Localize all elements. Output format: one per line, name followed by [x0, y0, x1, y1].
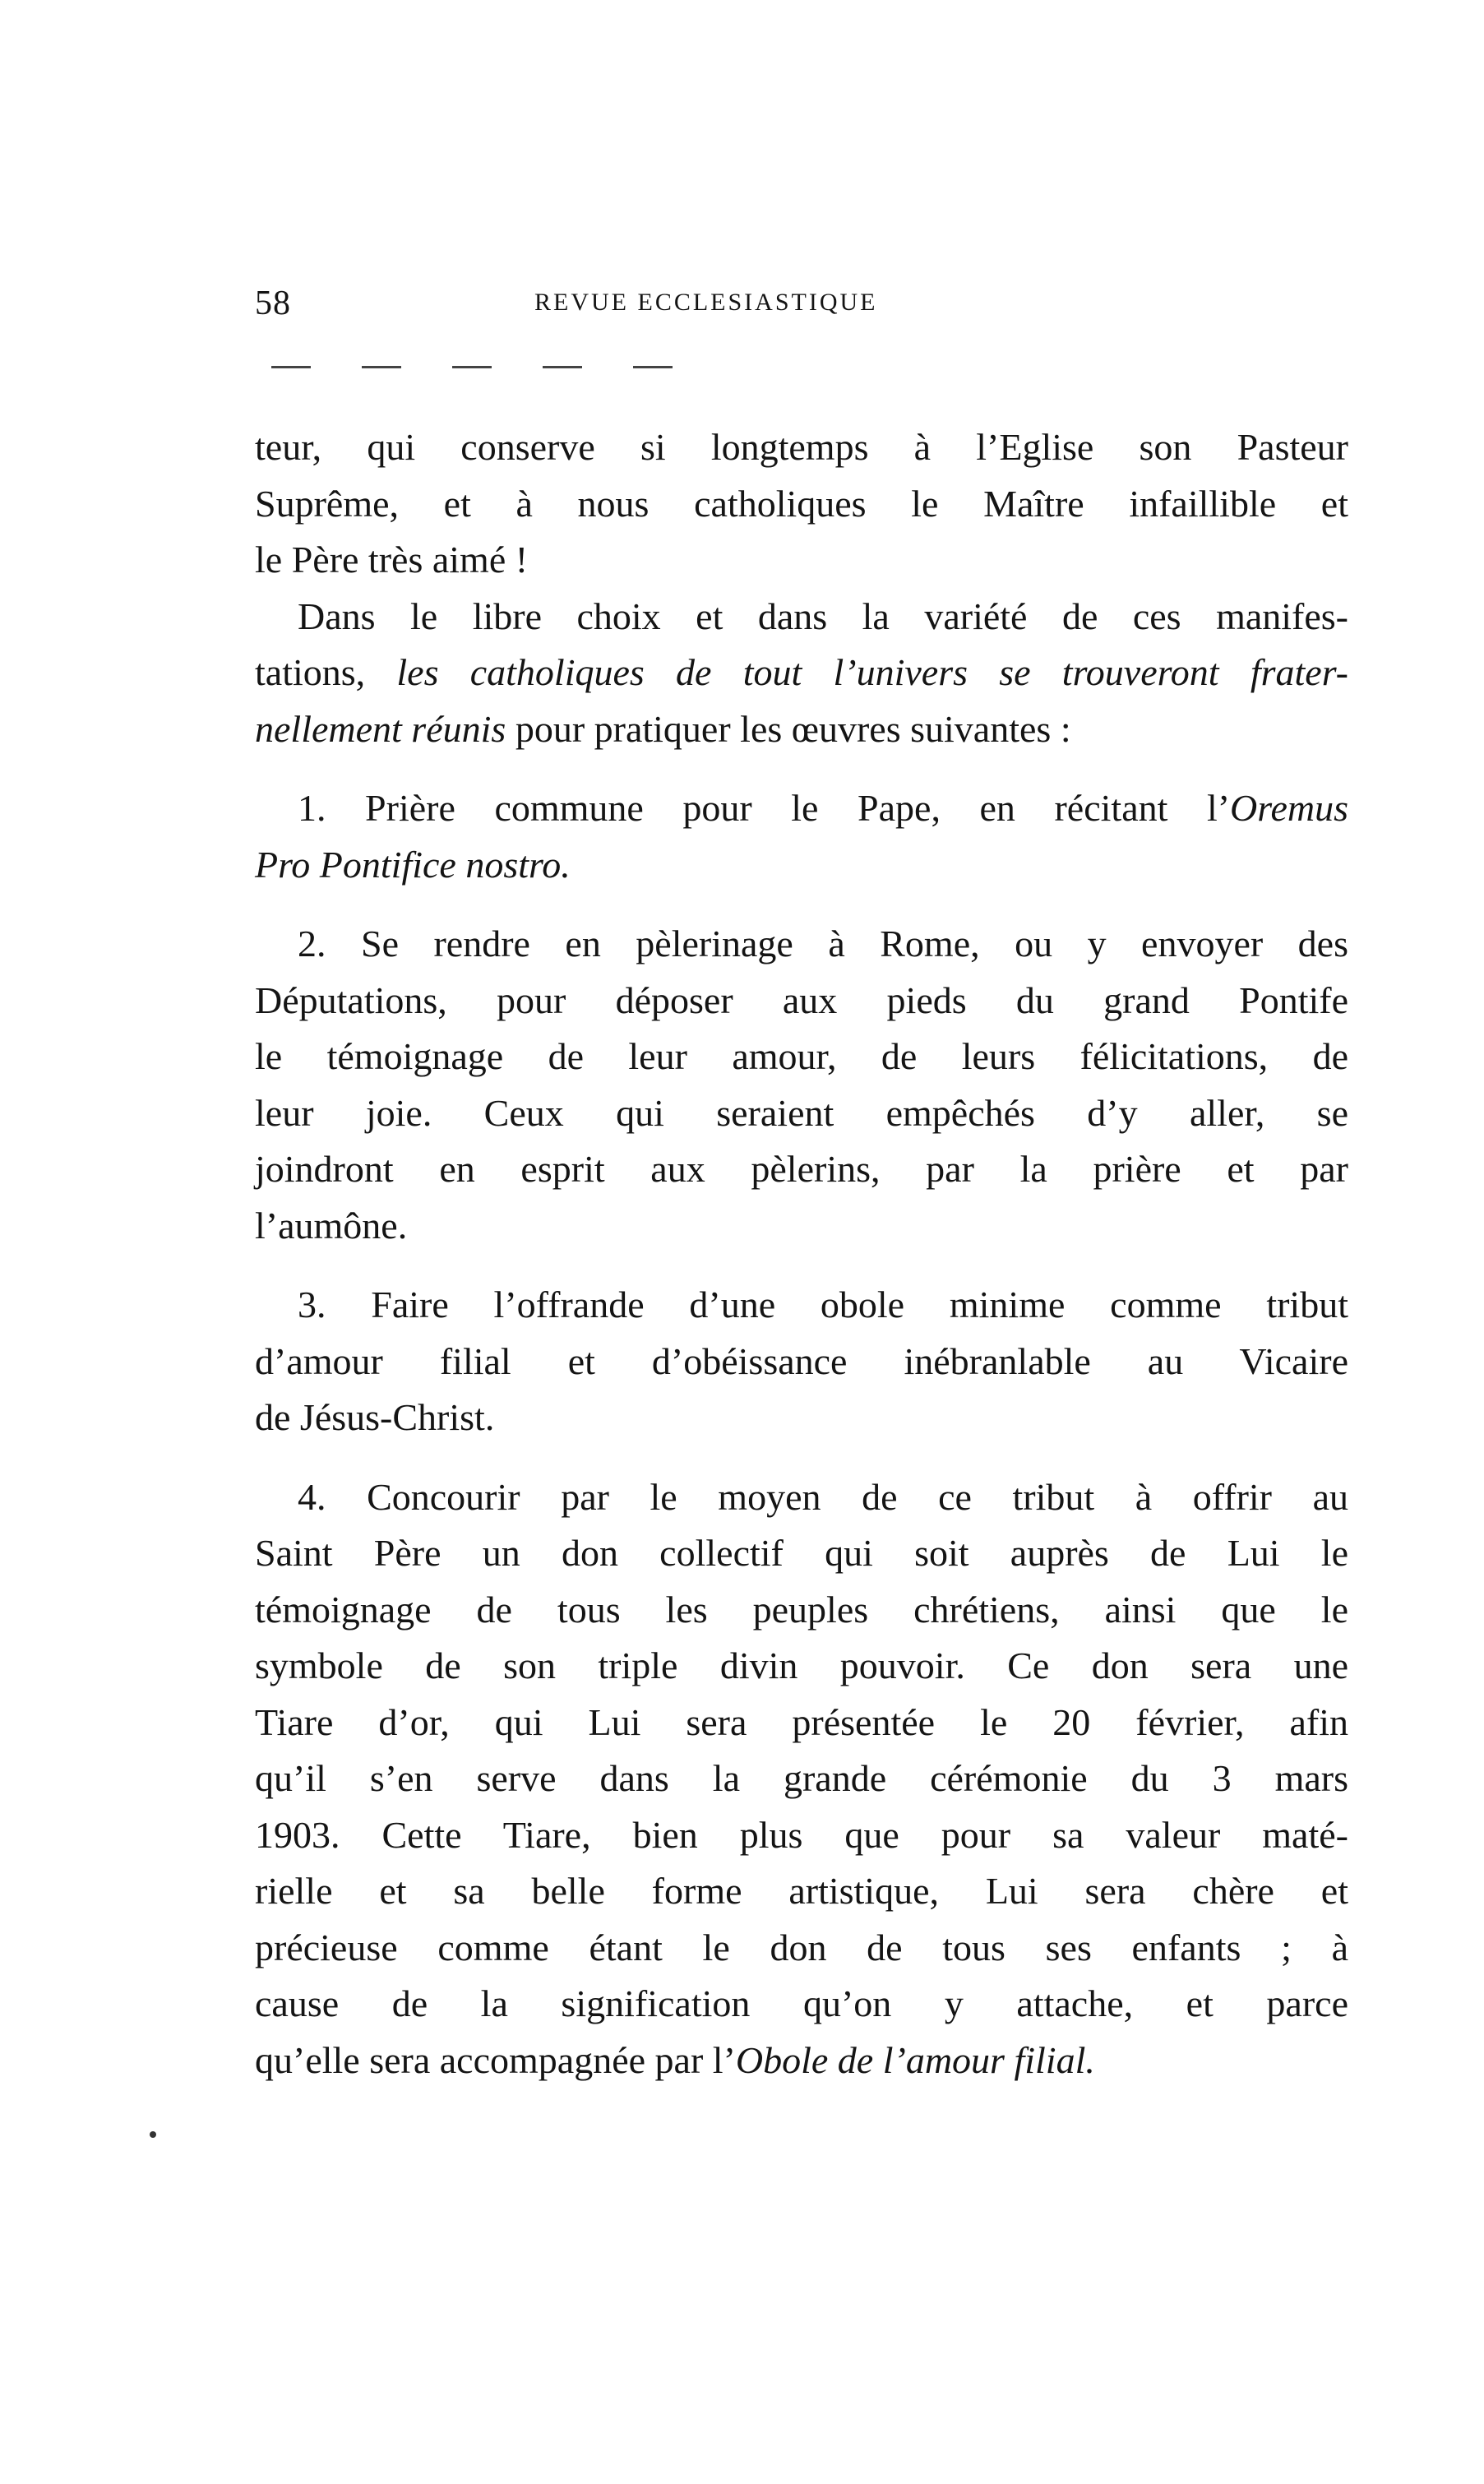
text-line: le Père très aimé ! [255, 539, 529, 581]
text-line: le témoignage de leur amour, de leurs félicitations, de [255, 1035, 1348, 1077]
italic-fragment: nellement réunis [255, 707, 506, 750]
text-line [255, 645, 1348, 701]
text-line [255, 701, 1348, 758]
text-line: qu’il s’en serve dans la grande cérémonie du 3 mars [255, 1757, 1348, 1799]
text-line: cause de la signification qu’on y attache, et parce [255, 1982, 1348, 2024]
running-head [255, 284, 1283, 333]
text-line: symbole de son triple divin pouvoir. Ce don sera une [255, 1644, 1348, 1686]
paragraph-1 [255, 419, 1348, 589]
text-line: joindront en esprit aux pèlerins, par la prière et par [255, 1148, 1348, 1190]
text-line: d’amour filial et d’obéissance inébranlable au Vicaire [255, 1339, 1348, 1382]
text-line: de Jésus-Christ. [255, 1396, 495, 1438]
header-rule [271, 366, 699, 368]
text-line: rielle et sa belle forme artistique, Lui sera chère et [255, 1870, 1348, 1912]
paragraph-2 [255, 589, 1348, 758]
paragraph-5 [255, 1277, 1348, 1446]
text-fragment: pour pratiquer les œuvres suivantes : [506, 707, 1071, 750]
text-line: l’aumône. [255, 1204, 408, 1247]
journal-title: REVUE ECCLESIASTIQUE [534, 289, 878, 316]
paragraph-6 [255, 1469, 1348, 2089]
italic-fragment: Obole de l’amour filial. [735, 2038, 1095, 2081]
text-fragment: qu’elle sera accompagnée par l’ [255, 2038, 736, 2081]
italic-fragment: Pro Pontifice nostro. [255, 843, 571, 886]
paragraph-3 [255, 780, 1348, 893]
text-line: Dans le libre choix et dans la variété de ces manifes- [298, 594, 1348, 637]
text-line: Suprême, et à nous catholiques le Maître infaillible et [255, 482, 1348, 525]
text-line: 3. Faire l’offrande d’une obole minime comme tribut [298, 1284, 1348, 1325]
italic-fragment: Oremus [1230, 787, 1348, 829]
body-text [255, 419, 1348, 2089]
text-fragment: 1. Prière commune pour le Pape, en récitant l’ [298, 787, 1231, 829]
text-fragment: tations, [255, 651, 397, 693]
text-line: Députations, pour déposer aux pieds du grand Pontife [255, 978, 1348, 1021]
text-line: Saint Père un don collectif qui soit auprès de Lui le [255, 1532, 1348, 1574]
paragraph-4 [255, 916, 1348, 1254]
text-line: leur joie. Ceux qui seraient empêchés d’y aller, se [255, 1091, 1348, 1134]
text-line: 2. Se rendre en pèlerinage à Rome, ou y envoyer des [298, 923, 1348, 964]
text-line: 4. Concourir par le moyen de ce tribut à offrir au [298, 1475, 1348, 1518]
text-line: teur, qui conserve si longtemps à l’Eglise son Pasteur [255, 426, 1348, 468]
text-line [255, 780, 1348, 837]
page-number: 58 [255, 284, 291, 322]
text-line: 1903. Cette Tiare, bien plus que pour sa valeur maté- [255, 1813, 1348, 1856]
italic-fragment: les catholiques de tout l’univers se trouveront frater- [396, 651, 1348, 693]
text-line [255, 837, 1348, 894]
text-line [255, 2033, 1348, 2089]
margin-speck [150, 2131, 156, 2138]
text-line: précieuse comme étant le don de tous ses enfants ; à [255, 1926, 1348, 1968]
text-line: Tiare d’or, qui Lui sera présentée le 20 février, afin [255, 1700, 1348, 1743]
text-line: témoignage de tous les peuples chrétiens, ainsi que le [255, 1588, 1348, 1631]
